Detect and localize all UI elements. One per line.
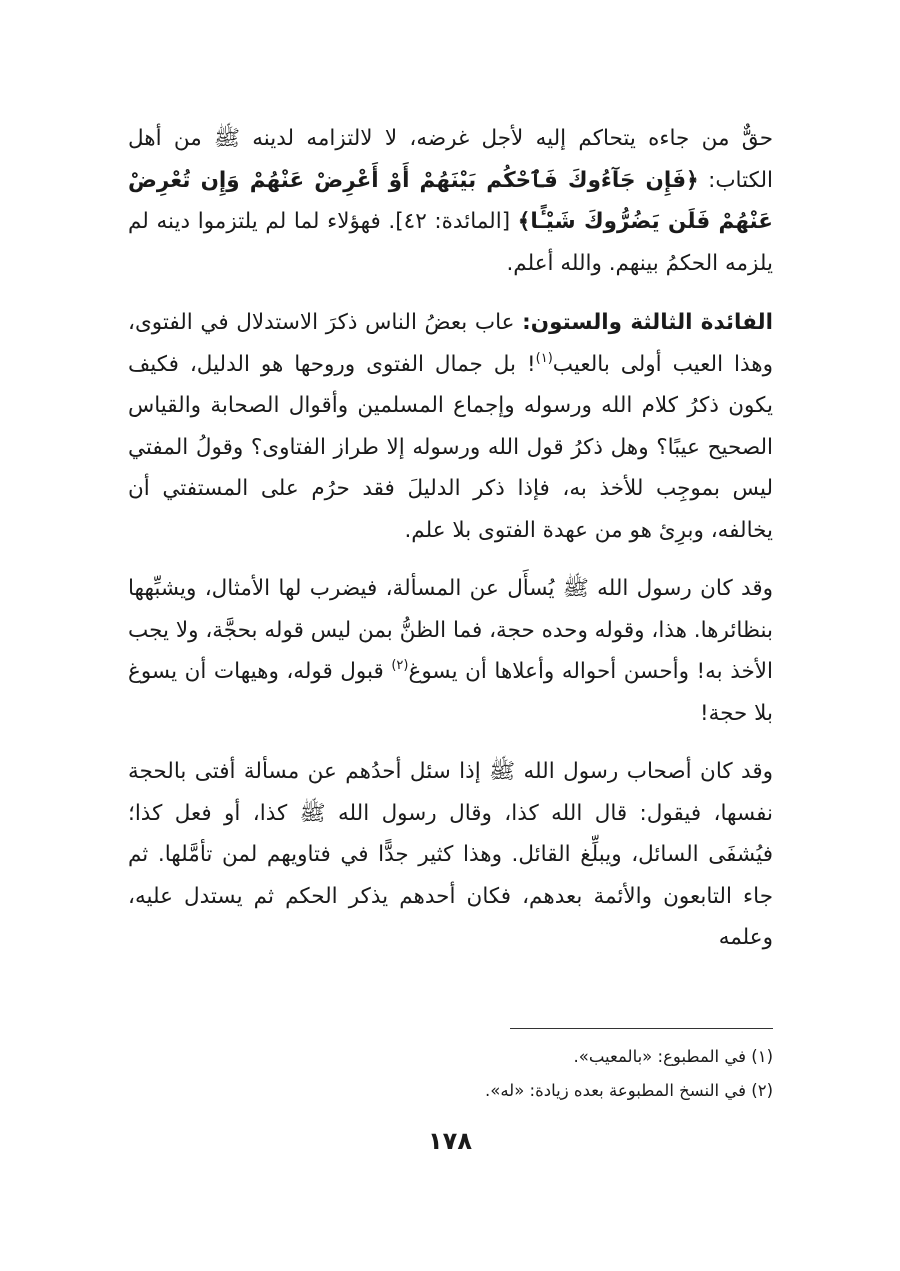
section-heading: الفائدة الثالثة والستون:: [522, 310, 773, 335]
paragraph-3-text-b: قبول قوله، وهيهات أن يسوغ بلا حجة!: [128, 659, 773, 726]
page-number: ١٧٨: [428, 1127, 472, 1155]
paragraph-2-text-a: عاب بعضُ الناس ذكرَ الاستدلال في الفتوى، وهذا العيب أولى بالعيب: [128, 310, 773, 377]
paragraph-1: [128, 118, 773, 284]
quran-verse: ﴿فَإِن جَآءُوكَ فَٱحْكُم بَيْنَهُمْ أَوْ أَعْرِضْ عَنْهُمْ وَإِن تُعْرِضْ عَنْهُمْ فَلَن يَضُرُّوكَ شَيْـًٔا﴾: [128, 167, 773, 234]
paragraph-2-text-b: ! بل جمال الفتوى وروحها هو الدليل، فكيف يكون ذكرُ كلام الله ورسوله وإجماع المسلمين وأقوال الصحابة والقياس الصحيح عيبًا؟ وهل ذكرُ قول الله ورسوله إلا طراز الفتاوى؟ وقولُ المفتي ليس بموجِب للأخذ به، فإذا ذكر الدليلَ فقد حرُم على المستفتي أن يخالفه، وبرِئ هو من عهدة الفتوى بلا علم.: [128, 351, 773, 543]
footnote-2: (٢) في النسخ المطبوعة بعده زيادة: «له».: [484, 1081, 773, 1100]
footnote-1: (١) في المطبوع: «بالمعيب».: [573, 1047, 773, 1066]
paragraph-4: وقد كان أصحاب رسول الله ﷺ إذا سئل أحدُهم عن مسألة أفتى بالحجة نفسها، فيقول: قال الله كذا، وقال رسول الله ﷺ كذا، أو فعل كذا؛ فيُشفَى السائل، ويبلِّغ القائل. وهذا كثير جدًّا في فتاويهم لمن تأمَّلها. ثم جاء التابعون والأئمة بعدهم، فكان أحدهم يذكر الحكم ثم يستدل عليه، وعلمه: [128, 759, 773, 950]
paragraph-3: [128, 568, 773, 734]
footnote-ref-1[interactable]: (١): [535, 350, 553, 366]
paragraph-1-tail: [المائدة: ٤٢]. فهؤلاء لما لم يلتزموا دينه لم يلزمه الحكمُ بينهم. والله أعلم.: [128, 209, 773, 276]
paragraph-1-lead: حقٌّ من جاءه يتحاكم إليه لأجل غرضه، لا لالتزامه لدينه ﷺ من أهل الكتاب:: [128, 126, 773, 193]
footnote-divider: [510, 1028, 773, 1029]
paragraph-2: [128, 302, 773, 551]
footnote-ref-2[interactable]: (٢): [391, 658, 409, 673]
main-text: [128, 118, 773, 976]
footnotes: [400, 1040, 773, 1108]
paragraph-3-text-a: وقد كان رسول الله ﷺ يُسأَل عن المسألة، فيضرب لها الأمثال، ويشبِّهها بنظائرها. هذا، وقوله وحده حجة، فما الظنُّ بمن ليس قوله بحجَّة، ولا يجب الأخذ به! وأحسن أحواله وأعلاها أن يسوغ: [128, 576, 774, 684]
